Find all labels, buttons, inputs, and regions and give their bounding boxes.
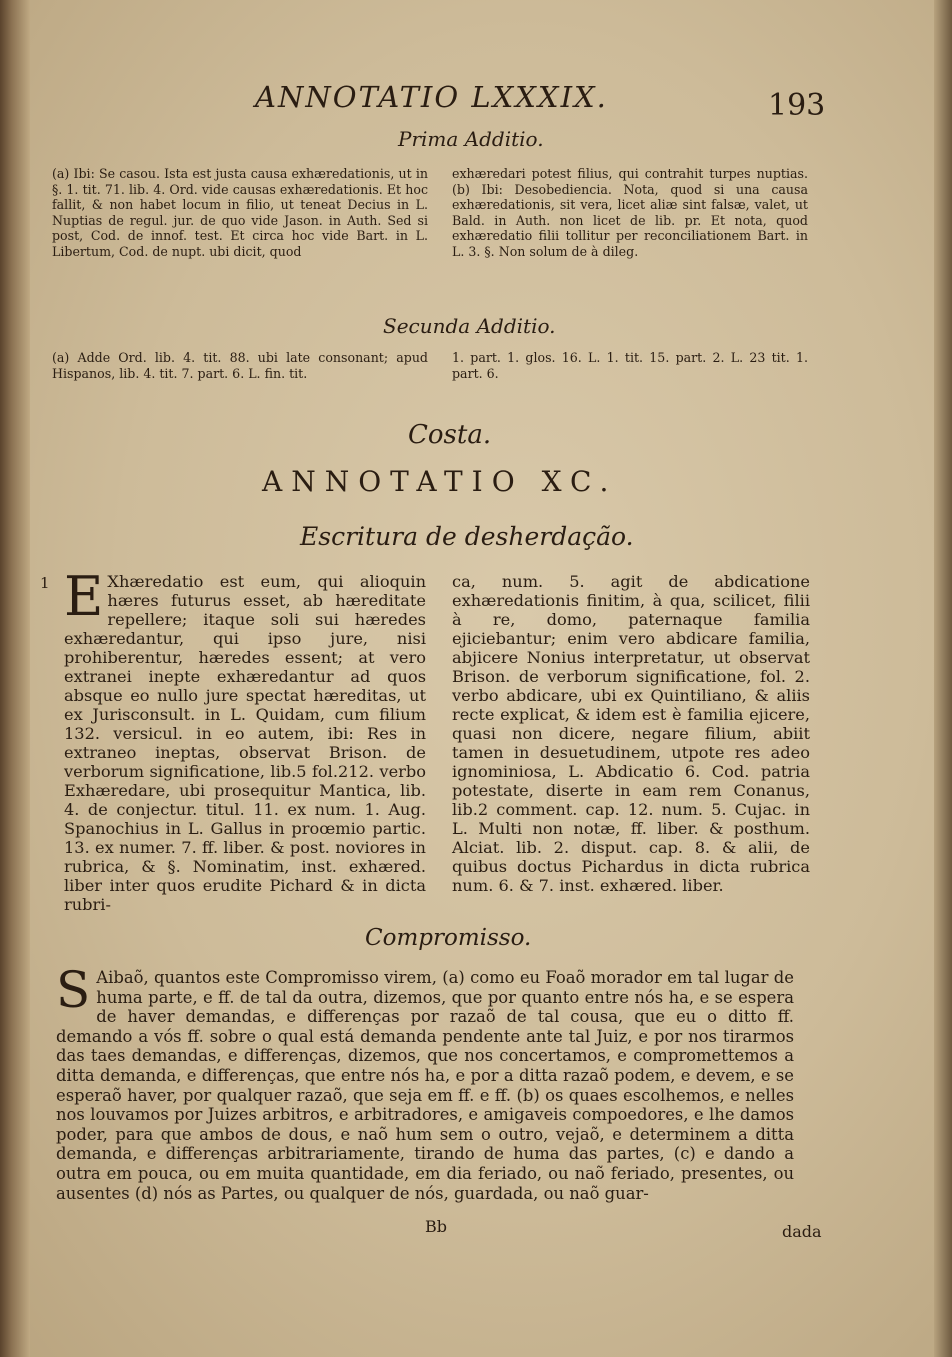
main-left-text: Xhæredatio est eum, qui alioquin hæres futurus esset, ab hæreditate repellere; itaque soli sui hæredes exhæredantur, qui ipso jure, nisi prohiberentur, hæredes essent; at vero extranei inepte exhæredantur ad quos absque eo nullo jure spectat hæreditas, ut ex Jurisconsult. in L. Quidam, cum filium 132. versicul. in eo autem, ibi: Res in extraneo ineptas, observat Brison. de verborum significatione, lib.5 fol.212. verbo Exhæredare, ubi prosequitur Mantica, lib. 4. de conjectur. titul. 11. ex num. 1. Aug. Spanochius in L. Gallus in proœmio partic. 13. ex numer. 7. ff. liber. & post. noviores in rubrica, & §. Nominatim, inst. exhæred. liber inter quos erudite Pichard & in dicta rubri- xyxy=(64,572,426,914)
prima-additio-right-column xyxy=(452,166,808,259)
costa-heading: Costa. xyxy=(408,420,492,450)
secunda-additio-left-text: (a) Adde Ord. lib. 4. tit. 88. ubi late consonant; apud Hispanos, lib. 4. tit. 7. part. 6. L. fin. tit. xyxy=(52,350,428,381)
secunda-additio-right-text: 1. part. 1. glos. 16. L. 1. tit. 15. part. 2. L. 23 tit. 1. part. 6. xyxy=(452,350,808,381)
prima-additio-right-text: exhæredari potest filius, qui contrahit turpes nuptias. (b) Ibi: Desobediencia. Nota, quod si una causa exhæredationis, sit vera, licet aliæ sint falsæ, valet, ut Bald. in Auth. non licet de lib. pr. Et nota, quod exhæredatio filii tollitur per reconciliationem Bart. in L. 3. §. Non solum de à dileg. xyxy=(452,166,808,259)
prima-additio-left-text: (a) Ibi: Se casou. Ista est justa causa exhæredationis, ut in §. 1. tit. 71. lib. 4. Ord. vide causas exhæredationis. Et hoc fallit, & non habet locum in filio, ut teneat Decius in L. Nuptias de regul. jur. de quo vide Jason. in Auth. Sed si post, Cod. de innof. test. Et circa hoc vide Bart. in L. Libertum, Cod. de nupt. ubi dicit, quod xyxy=(52,166,428,259)
running-header: ANNOTATIO LXXXIX. xyxy=(255,80,608,114)
signature-mark: Bb xyxy=(425,1217,447,1236)
main-right-text: ca, num. 5. agit de abdicatione exhæredationis finitim, à qua, scilicet, filii à re, domo, paternaque familia ejiciebantur; enim vero abdicare familia, abjicere Nonius interpretatur, ut observat Brison. de verborum significatione, fol. 2. verbo abdicare, ubi ex Quintiliano, & aliis recte explicat, & idem est è familia ejicere, quasi non dicere, negare filium, abiit tamen in desuetudinem, utpote res adeo ignominiosa, L. Abdicatio 6. Cod. patria potestate, diserte in eam rem Conanus, lib.2 comment. cap. 12. num. 5. Cujac. in L. Multi non notæ, ff. liber. & posthum. Alciat. lib. 2. disput. cap. 8. & alii, de quibus doctus Pichardus in dicta rubrica num. 6. & 7. inst. exhæred. liber. xyxy=(452,572,810,895)
secunda-additio-heading: Secunda Additio. xyxy=(383,314,556,338)
escritura-heading: Escritura de desherdação. xyxy=(300,522,634,551)
compromisso-body xyxy=(56,961,794,1203)
binding-edge xyxy=(0,0,30,1357)
page-number: 193 xyxy=(768,88,826,123)
catchword: dada xyxy=(782,1222,822,1241)
paragraph-marker: 1 xyxy=(40,574,50,592)
main-right-column xyxy=(452,572,810,895)
drop-capital-e: E xyxy=(64,565,104,628)
prima-additio-left-column xyxy=(52,166,428,259)
prima-additio-heading: Prima Additio. xyxy=(398,127,544,151)
main-left-column xyxy=(64,565,426,914)
drop-capital-s: S xyxy=(56,961,91,1019)
secunda-additio-left-column xyxy=(52,350,428,381)
secunda-additio-right-column xyxy=(452,350,808,381)
compromisso-text: Aibaõ, quantos este Compromisso virem, (a) como eu Foaõ morador em tal lugar de huma parte, e ff. de tal da outra, dizemos, que por quanto entre nós ha, e se espera de haver demandas, e differenças por razaõ de tal cousa, que eu o ditto ff. demando a vós ff. sobre o qual está demanda pendente ante tal Juiz, e por nos tirarmos das taes demandas, e differenças, dizemos, que nos concertamos, e compromettemos a ditta demanda, e differenças, que entre nós ha, e por a ditta razaõ podem, e devem, e se esperaõ haver, por qualquer razaõ, que seja em ff. e ff. (b) os quaes escolhemos, e nelles nos louvamos por Juizes arbitros, e arbitradores, e amigaveis compoedores, e lhe damos poder, para que ambos de dous, e naõ hum sem o outro, vejaõ, e determinem a ditta demanda, e differenças arbitrariamente, tirando de huma das partes, (c) e dando a outra em pouca, ou em muita quantidade, em dia feriado, ou naõ feriado, presentes, ou ausentes (d) nós as Partes, ou qualquer de nós, guardada, ou naõ guar- xyxy=(56,968,794,1203)
annotatio-xc-heading: ANNOTATIO XC. xyxy=(262,465,618,498)
compromisso-heading: Compromisso. xyxy=(365,925,532,951)
page-edge xyxy=(934,0,952,1357)
